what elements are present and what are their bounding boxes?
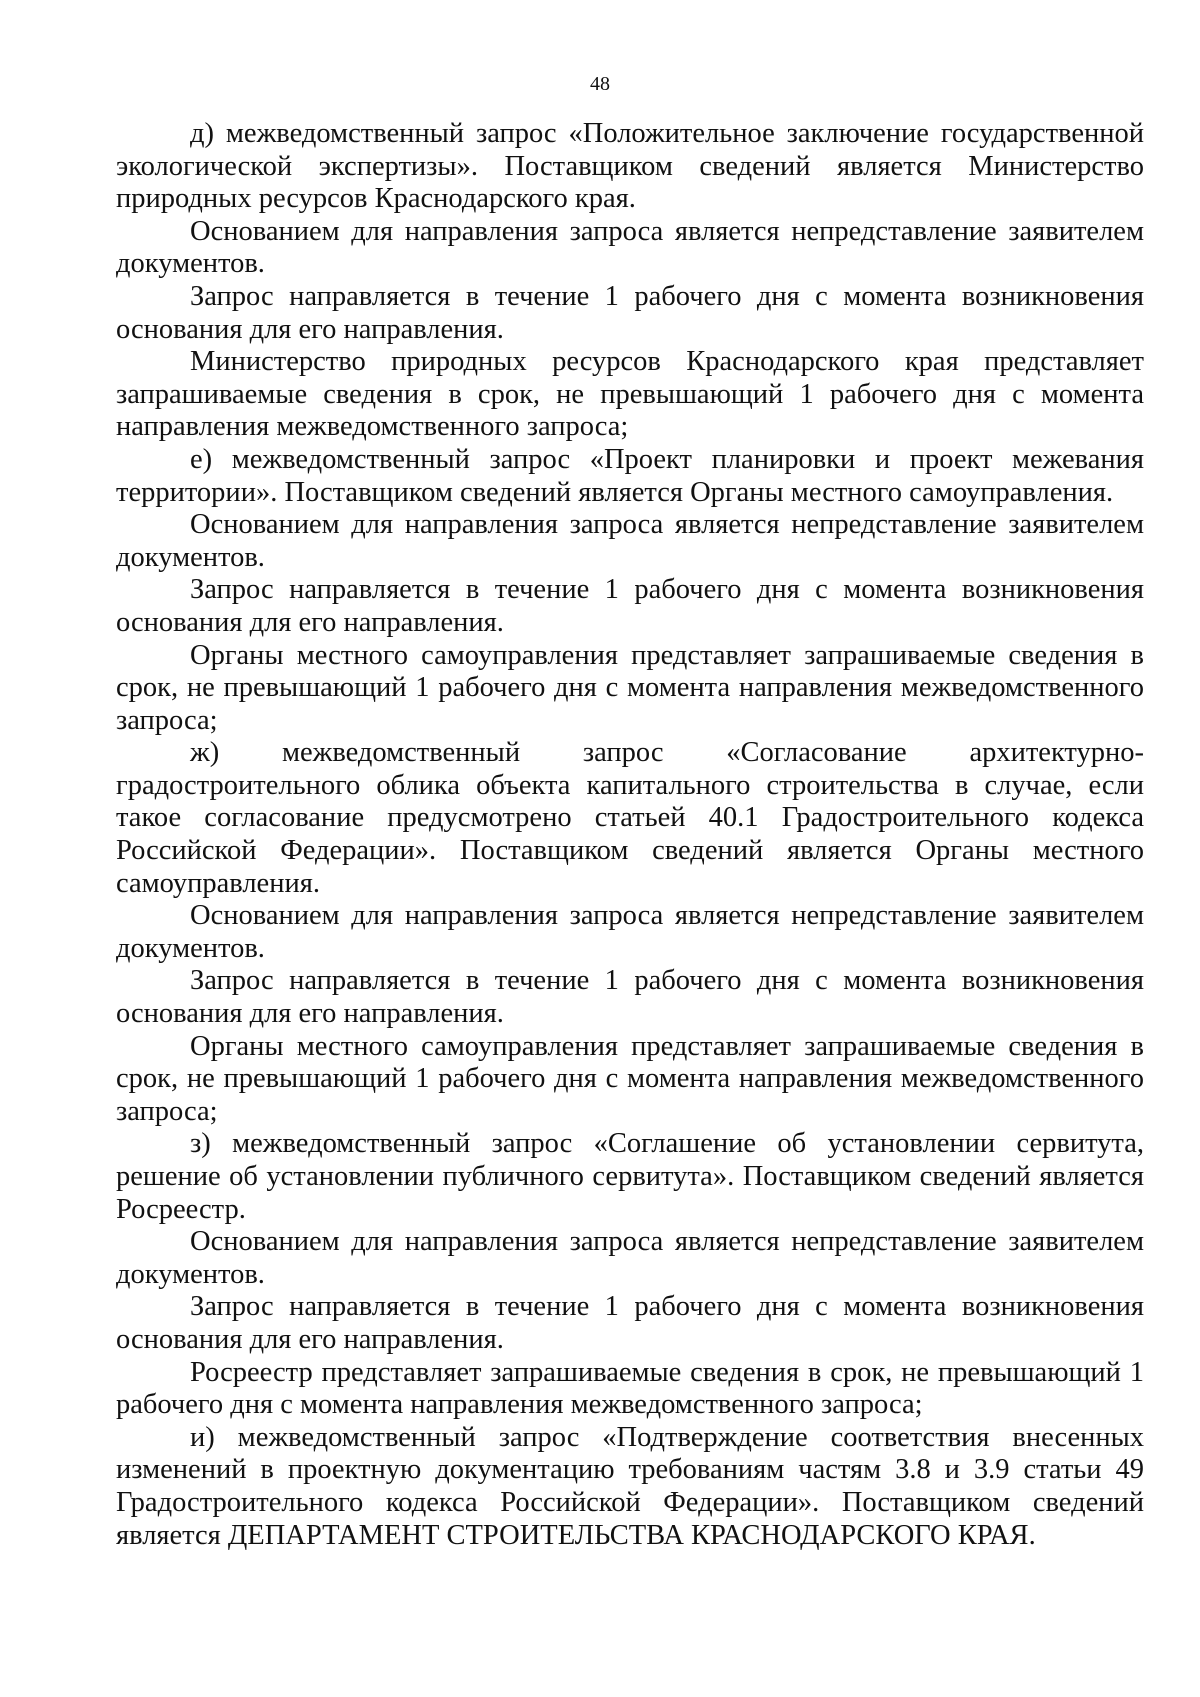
paragraph-z-deadline: Запрос направляется в течение 1 рабочего дня с момента возникновения основания для его направления. — [116, 1291, 1144, 1355]
paragraph-e-response: Органы местного самоуправления представляет запрашиваемые сведения в срок, не превышающий 1 рабочего дня с момента направления межведомственного запроса; — [116, 639, 1144, 736]
paragraph-zh-basis: Основанием для направления запроса является непредставление заявителем документов. — [116, 900, 1144, 964]
paragraph-zh-request: ж) межведомственный запрос «Согласование архитектурно-градостроительного облика объекта капитального строительства в случае, если такое согласование предусмотрено статьей 40.1 Градостроительного кодекса Российской Федерации». Поставщиком сведений является Органы местного самоуправления. — [116, 737, 1144, 899]
paragraph-e-deadline: Запрос направляется в течение 1 рабочего дня с момента возникновения основания для его направления. — [116, 574, 1144, 638]
paragraph-zh-response: Органы местного самоуправления представляет запрашиваемые сведения в срок, не превышающий 1 рабочего дня с момента направления межведомственного запроса; — [116, 1030, 1144, 1127]
paragraph-e-basis: Основанием для направления запроса является непредставление заявителем документов. — [116, 509, 1144, 573]
paragraph-d-basis: Основанием для направления запроса является непредставление заявителем документов. — [116, 215, 1144, 280]
paragraph-i-request: и) межведомственный запрос «Подтверждение соответствия внесенных изменений в проектную документацию требованиям частям 3.8 и 3.9 статьи 49 Градостроительного кодекса Российской Федерации». Поставщиком сведений является ДЕПАРТАМЕНТ СТРОИТЕЛЬСТВА КРАСНОДАРСКОГО КРАЯ. — [116, 1421, 1144, 1551]
paragraph-z-basis: Основанием для направления запроса является непредставление заявителем документов. — [116, 1226, 1144, 1290]
page-number: 48 — [590, 73, 610, 95]
paragraph-z-response: Росреестр представляет запрашиваемые сведения в срок, не превышающий 1 рабочего дня с момента направления межведомственного запроса; — [116, 1356, 1144, 1421]
document-body — [116, 118, 1144, 1552]
paragraph-d-request: д) межведомственный запрос «Положительное заключение государственной экологической экспертизы». Поставщиком сведений является Министерство природных ресурсов Краснодарского края. — [116, 118, 1144, 215]
paragraph-d-deadline: Запрос направляется в течение 1 рабочего дня с момента возникновения основания для его направления. — [116, 280, 1144, 345]
paragraph-d-response: Министерство природных ресурсов Краснодарского края представляет запрашиваемые сведения в срок, не превышающий 1 рабочего дня с момента направления межведомственного запроса; — [116, 346, 1144, 443]
paragraph-zh-deadline: Запрос направляется в течение 1 рабочего дня с момента возникновения основания для его направления. — [116, 965, 1144, 1030]
paragraph-z-request: з) межведомственный запрос «Соглашение об установлении сервитута, решение об установлении публичного сервитута». Поставщиком сведений является Росреестр. — [116, 1128, 1144, 1225]
paragraph-e-request: е) межведомственный запрос «Проект планировки и проект межевания территории». Поставщиком сведений является Органы местного самоуправления. — [116, 443, 1144, 508]
